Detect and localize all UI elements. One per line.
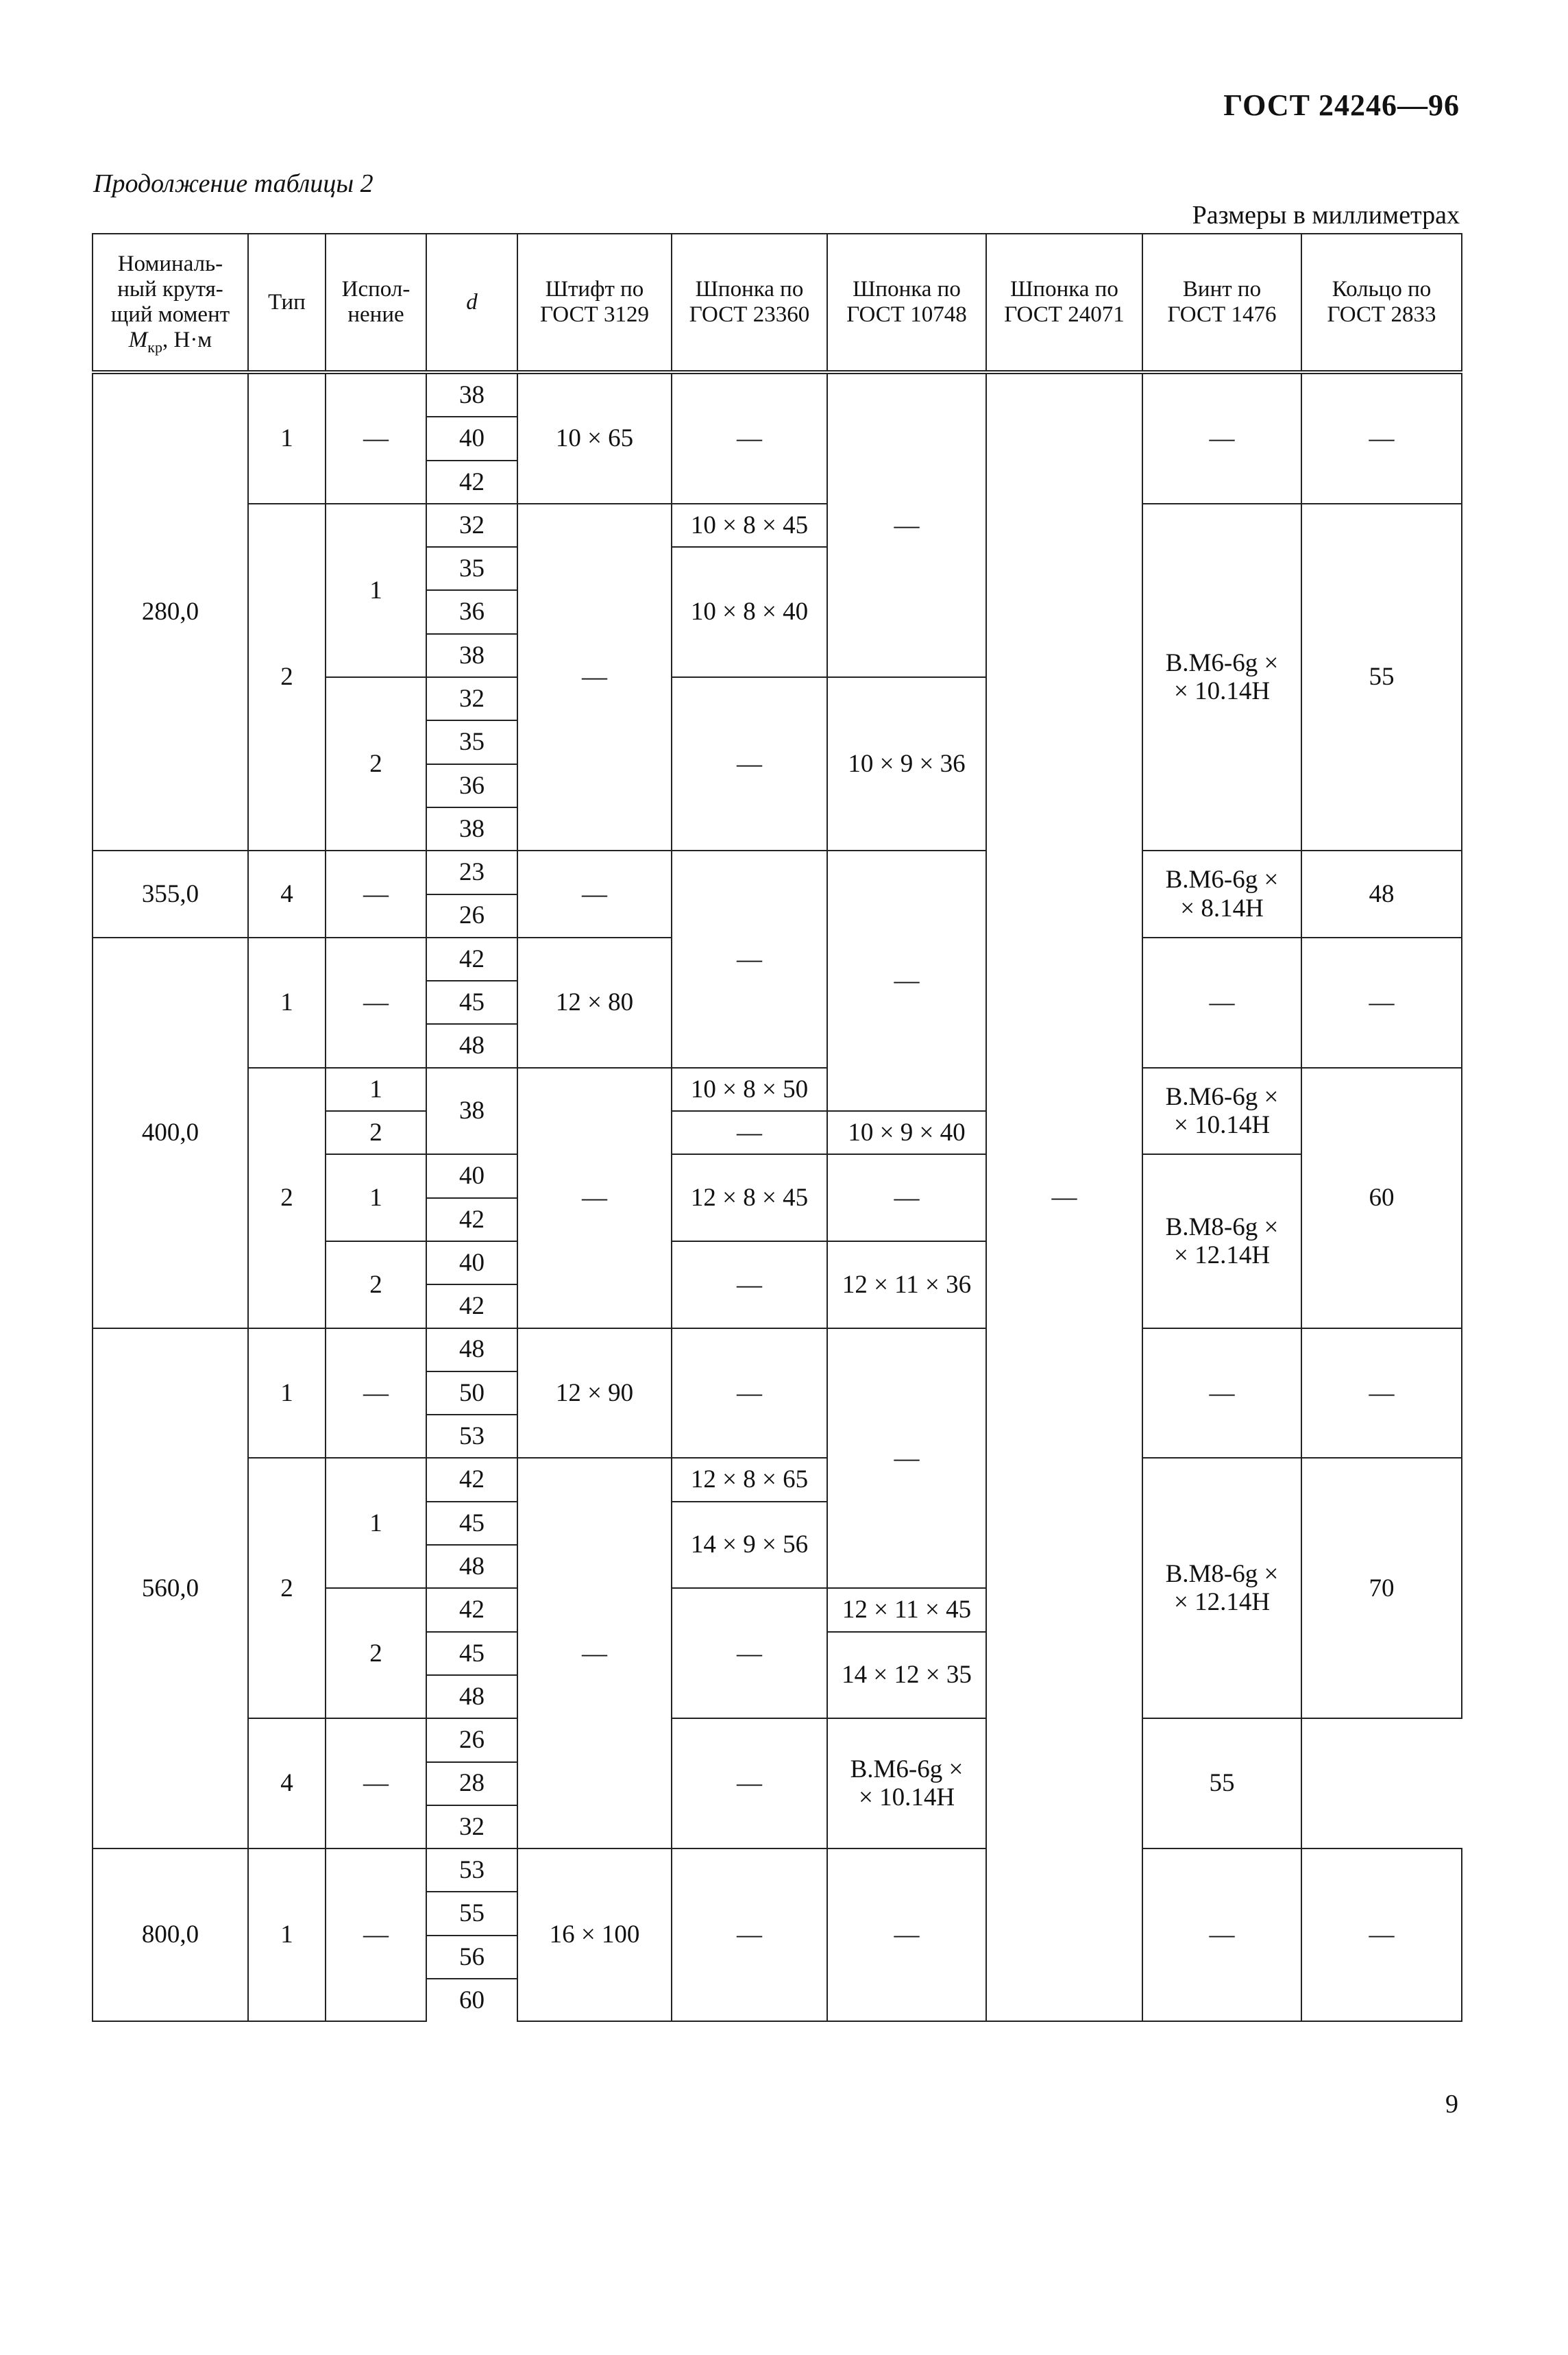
moment-cell: 400,0 xyxy=(93,938,248,1328)
header-pin xyxy=(517,234,672,372)
pin-cell: — xyxy=(517,851,672,938)
moment-cell: 280,0 xyxy=(93,372,248,851)
header-moment-line2: ный крутя- xyxy=(117,277,223,302)
key-cell: — xyxy=(827,1328,986,1589)
d-cell: 38 xyxy=(426,634,517,677)
header-screw xyxy=(1142,234,1301,372)
exec-cell: 2 xyxy=(326,677,426,851)
d-cell: 26 xyxy=(426,894,517,938)
header-diameter-label: d xyxy=(466,289,478,315)
pin-cell: 16 × 100 xyxy=(517,1848,672,2021)
screw-cell: — xyxy=(1142,1328,1301,1459)
type-cell: 2 xyxy=(248,504,326,851)
exec-cell: 1 xyxy=(326,1154,426,1241)
table-row xyxy=(93,851,1462,894)
exec-cell: 2 xyxy=(326,1111,426,1154)
table-caption: Продолжение таблицы 2 xyxy=(93,169,373,198)
screw-cell: — xyxy=(1142,1848,1301,2021)
key-cell: 10 × 8 × 45 xyxy=(672,504,827,547)
key-cell: 12 × 11 × 36 xyxy=(827,1241,986,1328)
header-ring-line2: ГОСТ 2833 xyxy=(1327,302,1436,327)
screw-cell: В.М8-6g × × 12.14Н xyxy=(1142,1154,1301,1328)
exec-cell: — xyxy=(326,851,426,938)
screw-cell: — xyxy=(1142,372,1301,504)
d-cell: 38 xyxy=(426,372,517,417)
table-body xyxy=(93,372,1462,2021)
ring-cell: 60 xyxy=(1301,1068,1462,1328)
key-cell: 14 × 9 × 56 xyxy=(672,1502,827,1589)
exec-cell: 2 xyxy=(326,1241,426,1328)
type-cell: 4 xyxy=(248,1718,326,1848)
dimensions-table xyxy=(92,233,1462,2022)
header-execution-line1: Испол- xyxy=(341,277,411,302)
header-pin-line1: Штифт по xyxy=(545,277,644,302)
header-screw-line2: ГОСТ 1476 xyxy=(1167,302,1277,327)
exec-cell: — xyxy=(326,1718,426,1848)
header-key-23360-line2: ГОСТ 23360 xyxy=(689,302,810,327)
ring-cell: 55 xyxy=(1301,504,1462,851)
header-type xyxy=(248,234,326,372)
table-row xyxy=(93,1718,1462,1761)
ring-cell: 55 xyxy=(1142,1718,1301,1848)
header-key-23360 xyxy=(672,234,827,372)
header-moment-symbol: M xyxy=(128,327,148,352)
moment-cell: 560,0 xyxy=(93,1328,248,1849)
d-cell: 40 xyxy=(426,417,517,460)
d-cell: 50 xyxy=(426,1371,517,1415)
d-cell: 23 xyxy=(426,851,517,894)
screw-cell: В.М6-6g × × 10.14Н xyxy=(1142,1068,1301,1155)
d-cell: 42 xyxy=(426,1588,517,1631)
d-cell: 35 xyxy=(426,547,517,590)
key-cell: — xyxy=(672,1328,827,1459)
d-cell: 26 xyxy=(426,1718,517,1761)
table-row xyxy=(93,1848,1462,1892)
d-cell: 48 xyxy=(426,1545,517,1588)
pin-cell: — xyxy=(517,504,672,851)
key-cell: 12 × 8 × 65 xyxy=(672,1458,827,1501)
table-row xyxy=(93,1068,1462,1111)
d-cell: 38 xyxy=(426,1068,517,1155)
exec-cell: — xyxy=(326,1848,426,2021)
d-cell: 28 xyxy=(426,1762,517,1805)
key-cell: — xyxy=(672,1848,827,2021)
header-key-23360-line1: Шпонка по xyxy=(695,277,804,302)
d-cell: 40 xyxy=(426,1241,517,1284)
type-cell: 2 xyxy=(248,1068,326,1328)
units-note: Размеры в миллиметрах xyxy=(1192,201,1460,230)
d-cell: 36 xyxy=(426,764,517,807)
d-cell: 48 xyxy=(426,1024,517,1067)
exec-cell: — xyxy=(326,372,426,504)
d-cell: 55 xyxy=(426,1892,517,1935)
type-cell: 2 xyxy=(248,1458,326,1718)
pin-cell: 12 × 80 xyxy=(517,938,672,1068)
screw-cell: В.М6-6g × × 8.14Н xyxy=(1142,851,1301,938)
header-diameter xyxy=(426,234,517,372)
screw-cell: В.М6-6g × × 10.14Н xyxy=(1142,504,1301,851)
header-key-10748-line1: Шпонка по xyxy=(853,277,961,302)
key-cell: — xyxy=(827,1154,986,1241)
table-row xyxy=(93,1328,1462,1371)
header-execution xyxy=(326,234,426,372)
d-cell: 36 xyxy=(426,590,517,633)
d-cell: 53 xyxy=(426,1415,517,1458)
header-screw-line1: Винт по xyxy=(1182,277,1262,302)
key-cell: — xyxy=(672,851,827,1067)
screw-cell: В.М6-6g × × 10.14Н xyxy=(827,1718,986,1848)
ring-cell: — xyxy=(1301,372,1462,504)
key-cell: — xyxy=(672,677,827,851)
key-cell: — xyxy=(672,372,827,504)
exec-cell: 1 xyxy=(326,1458,426,1588)
header-moment xyxy=(93,234,248,372)
header-moment-line3: щий момент xyxy=(110,302,230,327)
d-cell: 32 xyxy=(426,504,517,547)
header-ring-line1: Кольцо по xyxy=(1332,277,1432,302)
screw-cell: В.М8-6g × × 12.14Н xyxy=(1142,1458,1301,1718)
d-cell: 32 xyxy=(426,1805,517,1848)
screw-cell: — xyxy=(1142,938,1301,1068)
exec-cell: 2 xyxy=(326,1588,426,1718)
key-cell: 12 × 11 × 45 xyxy=(827,1588,986,1631)
exec-cell: — xyxy=(326,1328,426,1459)
ring-cell: — xyxy=(1301,1328,1462,1459)
exec-cell: 1 xyxy=(326,504,426,677)
header-key-24071-line2: ГОСТ 24071 xyxy=(1004,302,1125,327)
type-cell: 1 xyxy=(248,938,326,1068)
header-row xyxy=(93,234,1462,372)
ring-cell: 48 xyxy=(1301,851,1462,938)
key-cell: — xyxy=(672,1111,827,1154)
pin-cell: — xyxy=(517,1458,672,1848)
key-cell: 12 × 8 × 45 xyxy=(672,1154,827,1241)
type-cell: 1 xyxy=(248,1328,326,1459)
document-code: ГОСТ 24246—96 xyxy=(1223,88,1460,122)
key-cell: 10 × 8 × 50 xyxy=(672,1068,827,1111)
key-cell: — xyxy=(986,372,1142,2021)
key-cell: — xyxy=(827,851,986,1111)
pin-cell: 12 × 90 xyxy=(517,1328,672,1459)
key-cell: 10 × 9 × 36 xyxy=(827,677,986,851)
d-cell: 42 xyxy=(426,1198,517,1241)
d-cell: 40 xyxy=(426,1154,517,1197)
key-cell: 14 × 12 × 35 xyxy=(827,1632,986,1719)
header-execution-line2: нение xyxy=(347,302,404,327)
table-row xyxy=(93,504,1462,547)
d-cell: 42 xyxy=(426,938,517,981)
header-pin-line2: ГОСТ 3129 xyxy=(540,302,649,327)
key-cell: — xyxy=(827,1848,986,2021)
d-cell: 53 xyxy=(426,1848,517,1892)
key-cell: — xyxy=(672,1588,827,1718)
type-cell: 1 xyxy=(248,1848,326,2021)
ring-cell: 70 xyxy=(1301,1458,1462,1718)
pin-cell: — xyxy=(517,1068,672,1328)
table-row xyxy=(93,372,1462,417)
d-cell: 38 xyxy=(426,807,517,851)
key-cell: 10 × 8 × 40 xyxy=(672,547,827,677)
ring-cell: — xyxy=(1301,1848,1462,2021)
header-moment-unit: , Н·м xyxy=(162,327,212,352)
key-cell: 10 × 9 × 40 xyxy=(827,1111,986,1154)
header-moment-line1: Номиналь- xyxy=(117,252,223,277)
d-cell: 35 xyxy=(426,720,517,764)
type-cell: 1 xyxy=(248,372,326,504)
type-cell: 4 xyxy=(248,851,326,938)
ring-cell: — xyxy=(1301,938,1462,1068)
page-number: 9 xyxy=(1445,2090,1458,2119)
table-row xyxy=(93,1458,1462,1501)
d-cell: 45 xyxy=(426,1632,517,1675)
header-key-10748-line2: ГОСТ 10748 xyxy=(846,302,967,327)
key-cell: — xyxy=(827,372,986,677)
pin-cell: 10 × 65 xyxy=(517,372,672,504)
d-cell: 48 xyxy=(426,1328,517,1371)
header-moment-subscript: кр xyxy=(147,338,162,356)
d-cell: 32 xyxy=(426,677,517,720)
exec-cell: 1 xyxy=(326,1068,426,1111)
d-cell: 60 xyxy=(426,1979,517,2021)
header-key-24071-line1: Шпонка по xyxy=(1010,277,1118,302)
d-cell: 56 xyxy=(426,1936,517,1979)
header-type-label: Тип xyxy=(268,289,306,315)
header-ring xyxy=(1301,234,1462,372)
moment-cell: 800,0 xyxy=(93,1848,248,2021)
d-cell: 42 xyxy=(426,1284,517,1328)
key-cell: — xyxy=(672,1718,827,1848)
d-cell: 48 xyxy=(426,1675,517,1718)
header-key-24071 xyxy=(986,234,1142,372)
d-cell: 45 xyxy=(426,981,517,1024)
header-key-10748 xyxy=(827,234,986,372)
d-cell: 45 xyxy=(426,1502,517,1545)
moment-cell: 355,0 xyxy=(93,851,248,938)
exec-cell: — xyxy=(326,938,426,1068)
d-cell: 42 xyxy=(426,1458,517,1501)
d-cell: 42 xyxy=(426,461,517,504)
key-cell: — xyxy=(672,1241,827,1328)
